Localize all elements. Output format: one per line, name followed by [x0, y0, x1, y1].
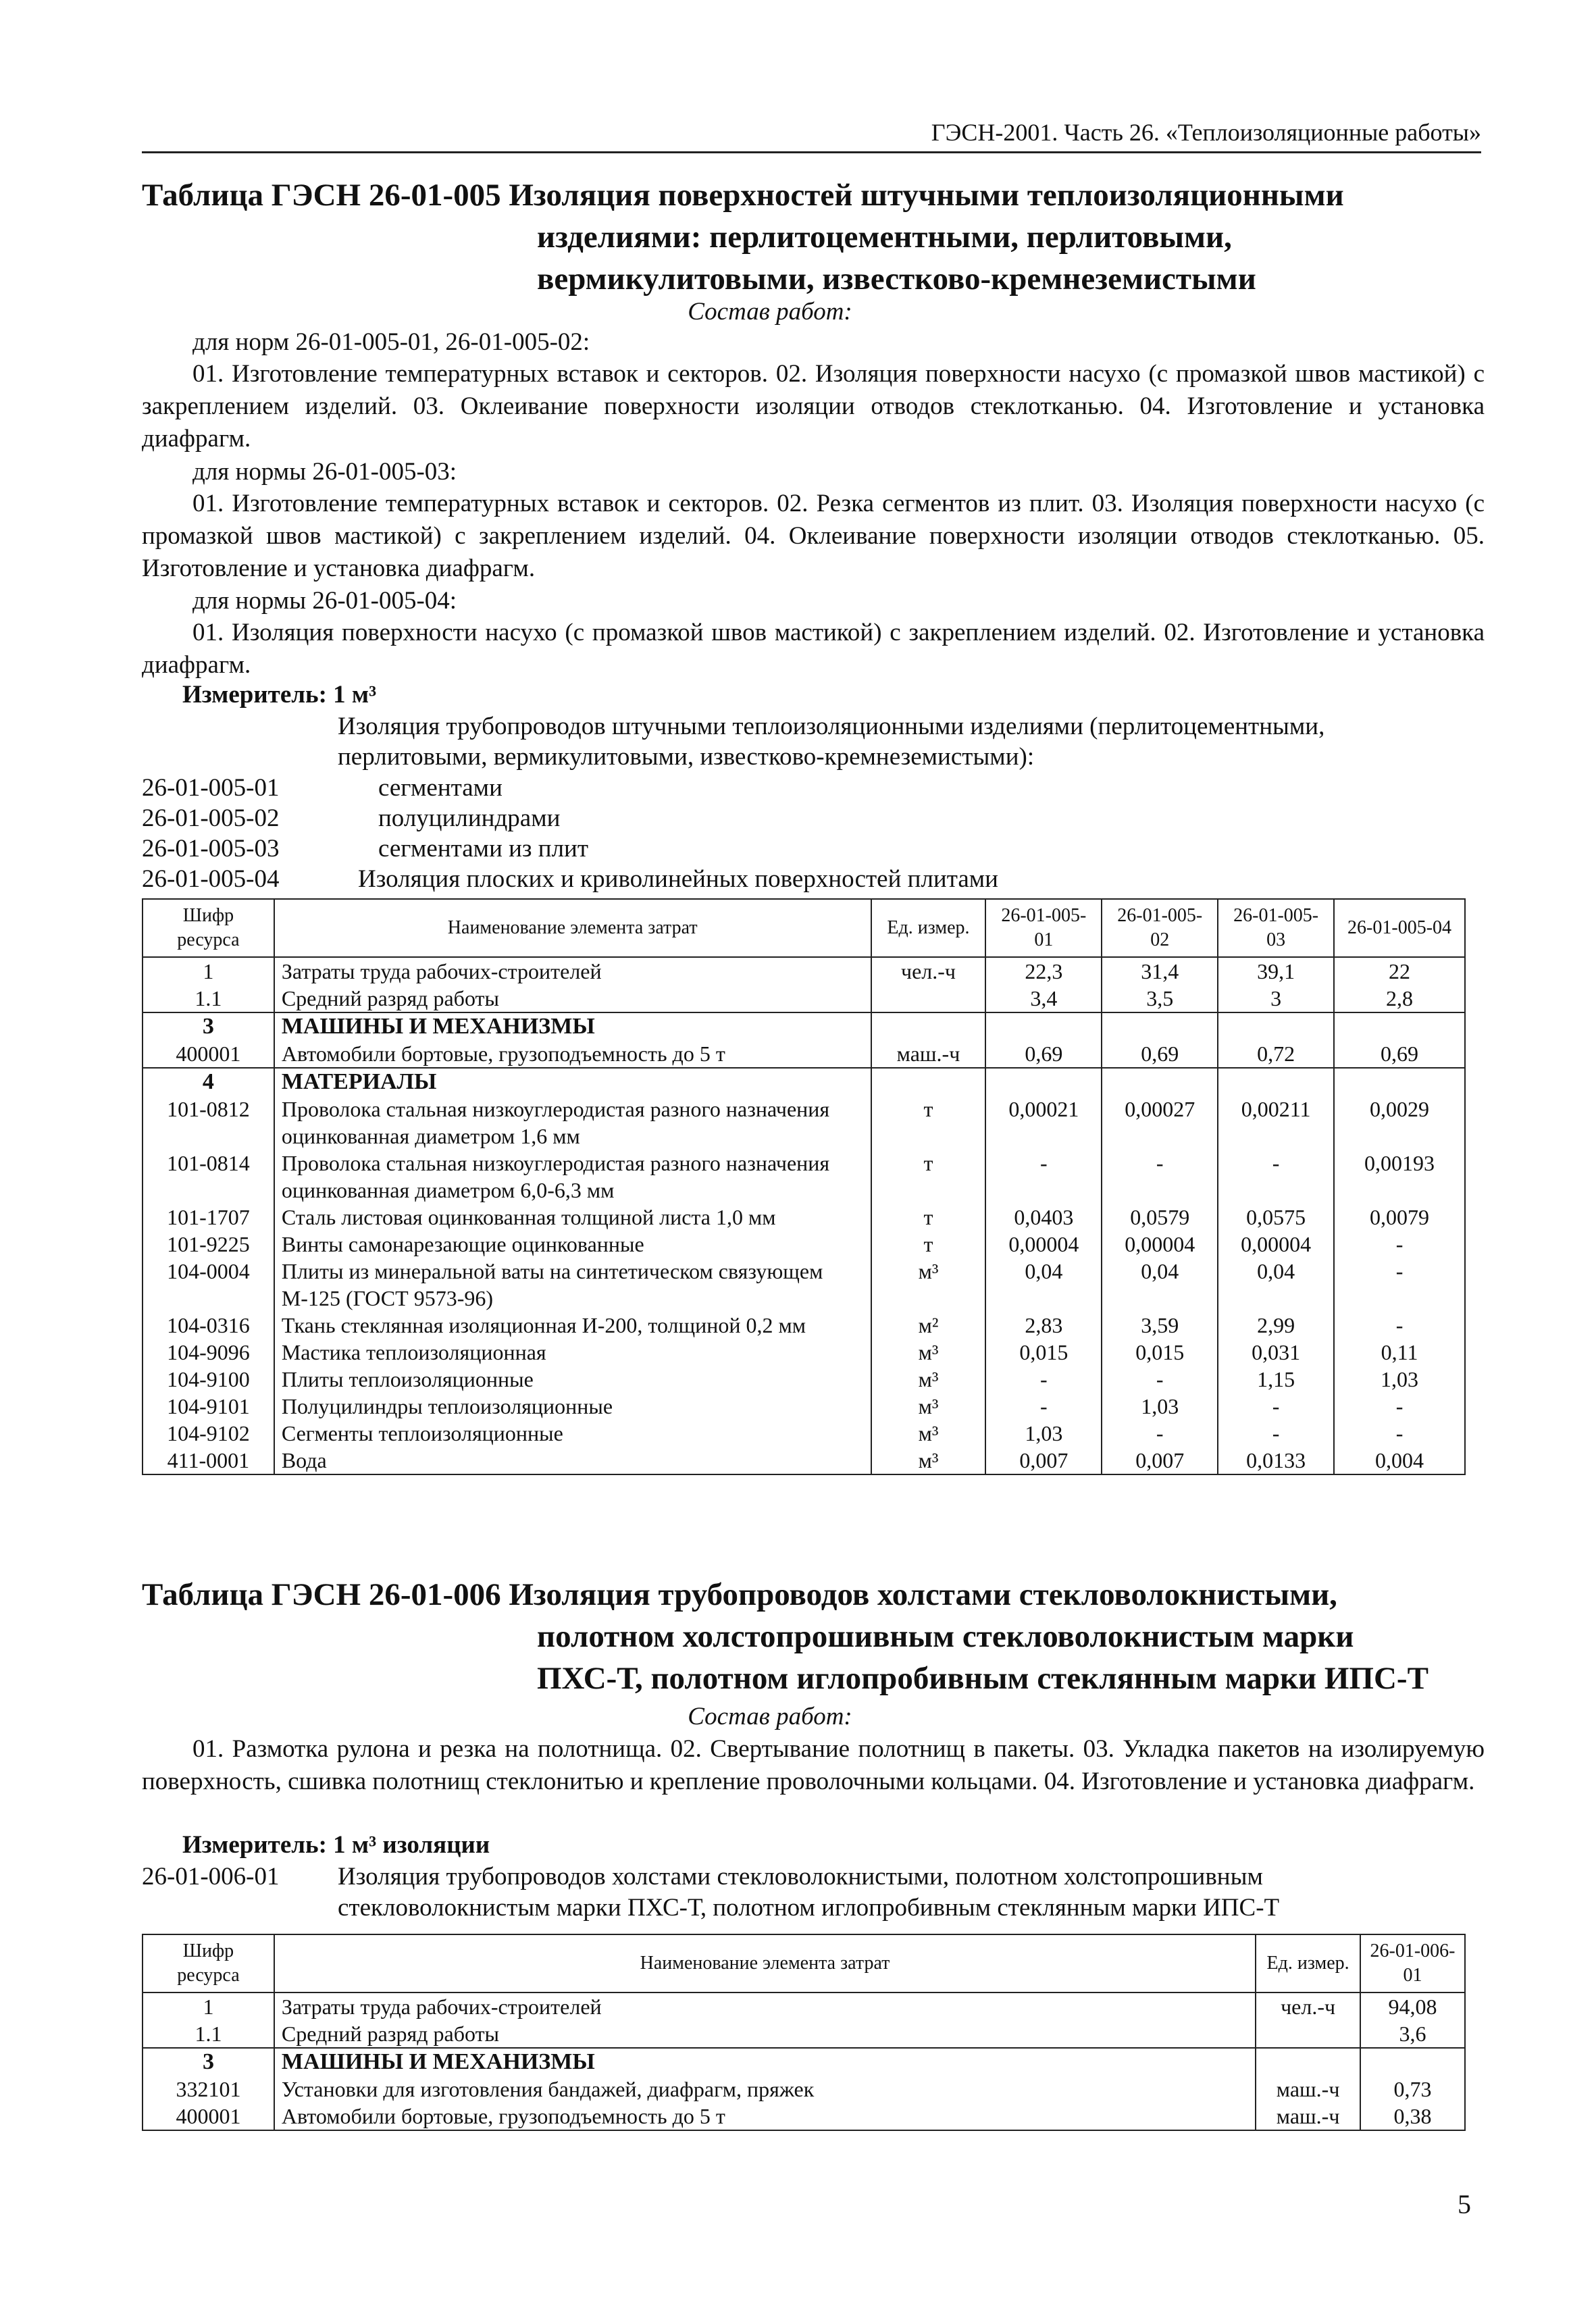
cell: т: [871, 1204, 986, 1231]
cell: 0,015: [1102, 1339, 1218, 1366]
norm-code: 26-01-005-04: [142, 865, 280, 893]
cell: 0,00027: [1102, 1096, 1218, 1150]
table1-grid: [142, 898, 1466, 1475]
cell: 1: [143, 957, 274, 985]
cell: [1102, 1068, 1218, 1096]
section-heading: МАШИНЫ И МЕХАНИЗМЫ: [274, 1012, 871, 1040]
cell: Затраты труда рабочих-строителей: [274, 957, 871, 985]
cell: 3: [143, 1012, 274, 1040]
cell: Затраты труда рабочих-строителей: [274, 1992, 1256, 2020]
cell: 0,004: [1334, 1447, 1465, 1474]
cell: 3: [1218, 985, 1334, 1012]
running-header: ГЭСН-2001. Часть 26. «Теплоизоляционные работы»: [142, 113, 1481, 153]
cell: 332101: [143, 2076, 274, 2103]
cell: м³: [871, 1447, 986, 1474]
section-heading: МАШИНЫ И МЕХАНИЗМЫ: [274, 2048, 1256, 2076]
table-row: [143, 2076, 1465, 2103]
table-row: [143, 1312, 1465, 1339]
table1-title-line3: вермикулитовыми, известково-кремнеземистыми: [537, 261, 1256, 297]
cell: маш.-ч: [1256, 2103, 1360, 2130]
cell: 3,5: [1102, 985, 1218, 1012]
table1-sostav: Состав работ:: [688, 298, 852, 326]
table-row: [143, 1366, 1465, 1393]
cell: 101-0812: [143, 1096, 274, 1150]
cell: м²: [871, 1312, 986, 1339]
cell: 4: [143, 1068, 274, 1096]
norm-code-row: [142, 772, 503, 804]
table2-sostav: Состав работ:: [688, 1703, 852, 1730]
cell: -: [985, 1150, 1102, 1204]
table-row: [143, 1068, 1465, 1096]
cell: 2,83: [985, 1312, 1102, 1339]
cell: 0,0403: [985, 1204, 1102, 1231]
cell: Автомобили бортовые, грузоподъемность до 5 т: [274, 2103, 1256, 2130]
cell: 0,04: [1102, 1258, 1218, 1312]
cell: [1360, 2048, 1465, 2076]
table2-title: [142, 1574, 1481, 1699]
cell: 104-0004: [143, 1258, 274, 1312]
norm-desc: полуцилиндрами: [378, 804, 561, 832]
norm-desc: сегментами: [378, 774, 503, 802]
norm-desc: Изоляция плоских и криволинейных поверхностей плитами: [358, 865, 998, 893]
cell: 104-9102: [143, 1420, 274, 1447]
cell: 104-0316: [143, 1312, 274, 1339]
cell: 0,00004: [1102, 1231, 1218, 1258]
col-header: Шифр ресурса: [143, 899, 274, 957]
cell: Сегменты теплоизоляционные: [274, 1420, 871, 1447]
cell: 22: [1334, 957, 1465, 985]
cell: -: [1334, 1312, 1465, 1339]
cell: 1.1: [143, 985, 274, 1012]
table2-meter: Измеритель: 1 м³ изоляции: [182, 1831, 490, 1859]
table-row: [143, 1339, 1465, 1366]
cell: 0,0079: [1334, 1204, 1465, 1231]
cell: [1334, 1012, 1465, 1040]
cell: м³: [871, 1420, 986, 1447]
table2-title-line1: Таблица ГЭСН 26-01-006 Изоляция трубопроводов холстами стекловолокнистыми,: [142, 1577, 1337, 1612]
cell: Проволока стальная низкоуглеродистая разного назначения оцинкованная диаметром 1,6 мм: [274, 1096, 871, 1150]
cell: маш.-ч: [1256, 2076, 1360, 2103]
norm-code-row: [142, 1861, 338, 1893]
table-row: [143, 2020, 1465, 2048]
cell: 101-0814: [143, 1150, 274, 1204]
cell: Автомобили бортовые, грузоподъемность до 5 т: [274, 1040, 871, 1068]
cell: 1,03: [1334, 1366, 1465, 1393]
norm-code: 26-01-006-01: [142, 1863, 280, 1891]
cell: [871, 985, 986, 1012]
cell: 411-0001: [143, 1447, 274, 1474]
cell: Вода: [274, 1447, 871, 1474]
cell: 0,04: [985, 1258, 1102, 1312]
table-row: [143, 1150, 1465, 1204]
cell: Сталь листовая оцинкованная толщиной листа 1,0 мм: [274, 1204, 871, 1231]
norm-code: 26-01-005-02: [142, 804, 280, 832]
cell: 104-9101: [143, 1393, 274, 1420]
table-row: [143, 957, 1465, 985]
table2-title-line3: ПХС-Т, полотном иглопробивным стеклянным марки ИПС-Т: [537, 1661, 1428, 1696]
cell: [1102, 1012, 1218, 1040]
cell: т: [871, 1231, 986, 1258]
cell: 3: [143, 2048, 274, 2076]
norm-code: 26-01-005-03: [142, 835, 280, 863]
cell: 0,007: [985, 1447, 1102, 1474]
table1-for-norms-1: для норм 26-01-005-01, 26-01-005-02:: [192, 328, 590, 356]
cell: 101-1707: [143, 1204, 274, 1231]
cell: 0,015: [985, 1339, 1102, 1366]
norm-code-row: [142, 863, 998, 896]
cell: [985, 1012, 1102, 1040]
cell: Средний разряд работы: [274, 2020, 1256, 2048]
table-row: [143, 2048, 1465, 2076]
table1-title-line1: Таблица ГЭСН 26-01-005 Изоляция поверхностей штучными теплоизоляционными: [142, 178, 1344, 213]
cell: -: [1334, 1420, 1465, 1447]
cell: 0,0579: [1102, 1204, 1218, 1231]
table-row: [143, 1231, 1465, 1258]
cell: 0,73: [1360, 2076, 1465, 2103]
col-header: Наименование элемента затрат: [274, 1934, 1256, 1992]
table-row: [143, 1258, 1465, 1312]
cell: 0,69: [1102, 1040, 1218, 1068]
cell: 0,69: [1334, 1040, 1465, 1068]
cell: -: [1334, 1258, 1465, 1312]
cell: [1218, 1068, 1334, 1096]
cell: Проволока стальная низкоуглеродистая разного назначения оцинкованная диаметром 6,0-6,3 мм: [274, 1150, 871, 1204]
cell: Мастика теплоизоляционная: [274, 1339, 871, 1366]
col-header: 26-01-005-02: [1102, 899, 1218, 957]
cell: 400001: [143, 1040, 274, 1068]
cell: 2,99: [1218, 1312, 1334, 1339]
cell: 0,00004: [985, 1231, 1102, 1258]
table2-code-desc-line1: Изоляция трубопроводов холстами стекловолокнистыми, полотном холстопрошивным: [338, 1863, 1263, 1891]
cell: 0,007: [1102, 1447, 1218, 1474]
section-heading: МАТЕРИАЛЫ: [274, 1068, 871, 1096]
col-header: 26-01-005-04: [1334, 899, 1465, 957]
cell: 104-9096: [143, 1339, 274, 1366]
cell: 104-9100: [143, 1366, 274, 1393]
cell: 0,00211: [1218, 1096, 1334, 1150]
cell: чел.-ч: [1256, 1992, 1360, 2020]
table-row: [143, 985, 1465, 1012]
col-header: Ед. измер.: [1256, 1934, 1360, 1992]
cell: м³: [871, 1339, 986, 1366]
cell: 0,04: [1218, 1258, 1334, 1312]
cell: 3,6: [1360, 2020, 1465, 2048]
col-header: Шифр ресурса: [143, 1934, 274, 1992]
cell: Плиты теплоизоляционные: [274, 1366, 871, 1393]
cell: 0,00193: [1334, 1150, 1465, 1204]
table1-intro-line2: перлитовыми, вермикулитовыми, известково-кремнеземистыми):: [338, 743, 1035, 771]
norm-code-row: [142, 833, 588, 865]
cell: [871, 1068, 986, 1096]
cell: 0,00021: [985, 1096, 1102, 1150]
table-row: [143, 1096, 1465, 1150]
cell: Полуцилиндры теплоизоляционные: [274, 1393, 871, 1420]
cell: -: [1334, 1231, 1465, 1258]
cell: -: [1334, 1393, 1465, 1420]
col-header: Наименование элемента затрат: [274, 899, 871, 957]
cell: 0,69: [985, 1040, 1102, 1068]
cell: маш.-ч: [871, 1040, 986, 1068]
cell: 1,15: [1218, 1366, 1334, 1393]
cell: -: [1218, 1150, 1334, 1204]
cell: [985, 1068, 1102, 1096]
table-row: [143, 2103, 1465, 2130]
table1-work-text-2: 01. Изготовление температурных вставок и секторов. 02. Резка сегментов из плит. 03. Изоляция поверхности насухо (с промазкой швов мастикой) с закреплением изделий. 04. Оклеивание поверхности изоляции отводов стеклотканью. 05. Изготовление и установка диафрагм.: [142, 490, 1485, 582]
cell: 3,59: [1102, 1312, 1218, 1339]
cell: 0,031: [1218, 1339, 1334, 1366]
cell: -: [985, 1366, 1102, 1393]
col-header: 26-01-005-01: [985, 899, 1102, 957]
table1-title-line2: изделиями: перлитоцементными, перлитовыми,: [537, 220, 1232, 255]
table2-work-text: 01. Размотка рулона и резка на полотнища. 02. Свертывание полотнищ в пакеты. 03. Укладка пакетов на изолируемую поверхность, сшивка полотнищ стеклонитью и крепление проволочными кольцами. 04. Изготовление и установка диафрагм.: [142, 1735, 1485, 1795]
cell: -: [985, 1393, 1102, 1420]
cell: [871, 1012, 986, 1040]
table-row: [143, 1447, 1465, 1474]
cell: чел.-ч: [871, 957, 986, 985]
table1-for-norms-3: для нормы 26-01-005-04:: [192, 587, 457, 615]
cell: Плиты из минеральной ваты на синтетическом связующем М-125 (ГОСТ 9573-96): [274, 1258, 871, 1312]
cell: -: [1102, 1420, 1218, 1447]
cell: 400001: [143, 2103, 274, 2130]
cell: -: [1218, 1393, 1334, 1420]
cell: 1,03: [1102, 1393, 1218, 1420]
cell: Установки для изготовления бандажей, диафрагм, пряжек: [274, 2076, 1256, 2103]
table1-work-text-1: 01. Изготовление температурных вставок и секторов. 02. Изоляция поверхности насухо (с промазкой швов мастикой) с закреплением изделий. 03. Оклеивание поверхности изоляции отводов стеклотканью. 04. Изготовление и установка диафрагм.: [142, 360, 1485, 453]
cell: 94,08: [1360, 1992, 1465, 2020]
norm-code: 26-01-005-01: [142, 774, 280, 802]
table1-work-text-3: 01. Изоляция поверхности насухо (с промазкой швов мастикой) с закреплением изделий. 02. Изготовление и установка диафрагм.: [142, 619, 1485, 679]
cell: 1.1: [143, 2020, 274, 2048]
table2-grid: [142, 1934, 1466, 2131]
cell: 0,0029: [1334, 1096, 1465, 1150]
cell: 0,0133: [1218, 1447, 1334, 1474]
cell: [1256, 2048, 1360, 2076]
table1-for-norms-2: для нормы 26-01-005-03:: [192, 458, 457, 486]
cell: [1256, 2020, 1360, 2048]
cell: 0,0575: [1218, 1204, 1334, 1231]
cell: Ткань стеклянная изоляционная И-200, толщиной 0,2 мм: [274, 1312, 871, 1339]
table-row: [143, 1012, 1465, 1040]
cell: т: [871, 1096, 986, 1150]
cell: 39,1: [1218, 957, 1334, 985]
table-row: [143, 1040, 1465, 1068]
cell: 0,38: [1360, 2103, 1465, 2130]
table1-meter: Измеритель: 1 м³: [182, 681, 377, 709]
table2-title-line2: полотном холстопрошивным стекловолокнистым марки: [537, 1619, 1354, 1654]
cell: 22,3: [985, 957, 1102, 985]
cell: Винты самонарезающие оцинкованные: [274, 1231, 871, 1258]
table1-intro-line1: Изоляция трубопроводов штучными теплоизоляционными изделиями (перлитоцементными,: [338, 713, 1325, 740]
cell: -: [1218, 1420, 1334, 1447]
table2-code-desc-line2: стекловолокнистым марки ПХС-Т, полотном иглопробивным стеклянным марки ИПС-Т: [338, 1894, 1280, 1922]
norm-desc: сегментами из плит: [378, 835, 589, 863]
table-row: [143, 1393, 1465, 1420]
cell: 3,4: [985, 985, 1102, 1012]
cell: 2,8: [1334, 985, 1465, 1012]
cell: 0,00004: [1218, 1231, 1334, 1258]
cell: [1218, 1012, 1334, 1040]
cell: 0,72: [1218, 1040, 1334, 1068]
page-number: 5: [1458, 2189, 1471, 2219]
col-header: 26-01-006-01: [1360, 1934, 1465, 1992]
col-header: Ед. измер.: [871, 899, 986, 957]
cell: -: [1102, 1366, 1218, 1393]
table1-title: [142, 174, 1481, 300]
cell: -: [1102, 1150, 1218, 1204]
table-row: [143, 1420, 1465, 1447]
cell: т: [871, 1150, 986, 1204]
cell: 1: [143, 1992, 274, 2020]
table-row: [143, 1992, 1465, 2020]
cell: [1334, 1068, 1465, 1096]
cell: м³: [871, 1393, 986, 1420]
table-row: [143, 1204, 1465, 1231]
cell: 0,11: [1334, 1339, 1465, 1366]
cell: Средний разряд работы: [274, 985, 871, 1012]
norm-code-row: [142, 802, 560, 835]
cell: 101-9225: [143, 1231, 274, 1258]
cell: м³: [871, 1258, 986, 1312]
cell: 31,4: [1102, 957, 1218, 985]
cell: м³: [871, 1366, 986, 1393]
col-header: 26-01-005-03: [1218, 899, 1334, 957]
cell: 1,03: [985, 1420, 1102, 1447]
